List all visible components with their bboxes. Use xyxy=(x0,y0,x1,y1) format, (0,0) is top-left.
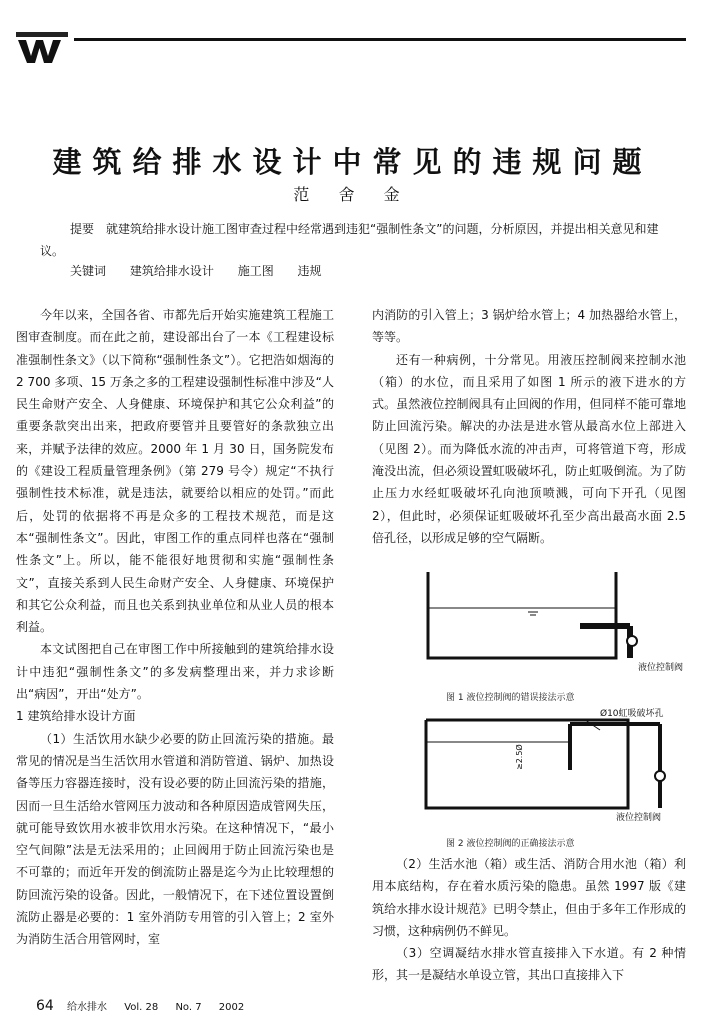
journal-name: 给水排水 xyxy=(67,1002,108,1013)
abstract-label: 提要 xyxy=(70,222,95,236)
journal-logo xyxy=(16,32,68,64)
right-column-bottom xyxy=(372,853,686,987)
keyword: 违规 xyxy=(297,264,322,278)
journal-number: No. 7 xyxy=(175,1002,202,1013)
paragraph: 今年以来，全国各省、市都先后开始实施建筑工程施工图审查制度。而在此之前，建设部出台了一本《工程建设标准强制性条文》（以下简称“强制性条文”）。它把浩如烟海的 2 700 多项、15 万条之多的工程建设强制性标准中涉及“人民生命财产安全、人身健康、环境保护和其它公众利益”的重要条款突出出来，把政府要管并且要管好的条款独立出来，并赋予法律的效应。2000 年 1 月 30 日，国务院发布的《建设工程质量管理条例》（第 279 号令）规定“不执行强制性技术标准，就是违法，就要给以相应的处罚。”而此后，处罚的依据将不再是众多的工程技术规范，而是这本“强制性条文”。因此，审图工作的重点同样也落在“强制性条文”上。所以，能不能很好地贯彻和实施“强制性条文”，直接关系到人民生命财产安全、人身健康、环境保护和其它公众利益，而且也关系到执业单位和从业人员的根本利益。 xyxy=(16,308,334,635)
page-footer xyxy=(36,998,258,1014)
figure-1-caption: 图 1 液位控制阀的错误接法示意 xyxy=(446,693,575,703)
figure-2 xyxy=(420,708,690,826)
right-column-top xyxy=(372,304,686,549)
article-author: 范 舍 金 xyxy=(293,185,412,204)
abstract-text: 就建筑给排水设计施工图审查过程中经常遇到违犯“强制性条文”的问题，分析原因，并提出相关意见和建议。 xyxy=(40,222,659,258)
paragraph: 内消防的引入管上；3 锅炉给水管上；4 加热器给水管上，等等。 xyxy=(372,308,686,345)
journal-volume: Vol. 28 xyxy=(124,1002,159,1013)
paragraph: 还有一种病例，十分常见。用液压控制阀来控制水池（箱）的水位，而且采用了如图 1 所示的液下进水的方式。虽然液位控制阀具有止回阀的作用，但同样不能可靠地防止回流污染。解决的办法是进水管从最高水位上部进入（见图 2）。而为降低水流的冲击声，可将管道下弯，形成淹没出流，但必须设置虹吸破坏孔，防止虹吸倒流。为了防止压力水经虹吸破坏孔向池顶喷溅，可向下开孔（见图 2），但此时，必须保证虹吸破坏孔至少高出最高水面 2.5 倍孔径，以形成足够的空气隔断。 xyxy=(372,352,686,545)
paragraph: （2）生活水池（箱）或生活、消防合用水池（箱）利用本底结构，存在着水质污染的隐患。虽然 1997 版《建筑给水排水设计规范》已明令禁止，但由于多年工作形成的习惯，这种病例仍不鲜见。 xyxy=(372,857,686,938)
keyword: 施工图 xyxy=(237,264,274,278)
page-number: 64 xyxy=(36,998,54,1014)
header-rule xyxy=(74,38,686,41)
article-title: 建筑给排水设计中常见的违规问题 xyxy=(52,145,653,179)
figure-2-hole-label: Ø10虹吸破坏孔 xyxy=(600,709,664,719)
abstract xyxy=(40,218,666,262)
figure-1-valve-label: 液位控制阀 xyxy=(638,663,684,673)
left-column xyxy=(16,304,334,951)
paragraph: （3）空调凝结水排水管直接排入下水道。有 2 种情形，其一是凝结水单设立管，其出口直接排入下 xyxy=(372,946,686,983)
figure-1 xyxy=(420,566,690,678)
keywords-label: 关键词 xyxy=(70,264,107,278)
keywords xyxy=(70,262,342,280)
figure-2-caption: 图 2 液位控制阀的正确接法示意 xyxy=(446,839,575,849)
figure-2-valve-label: 液位控制阀 xyxy=(616,813,662,823)
paragraph: （1）生活饮用水缺少必要的防止回流污染的措施。最常见的情况是当生活饮用水管道和消防管道、锅炉、加热设备等压力容器连接时，没有设必要的防止回流污染的措施，因而一旦生活给水管网压力波动和各种原因造成管网失压，就可能导致饮用水被非饮用水污染。在这种情况下，“最小空气间隙”法是无法采用的；止回阀用于防止回流污染也是不可靠的；而近年开发的倒流防止器是迄今为止比较理想的防回流污染的设备。因此，一般情况下，在下述位置设置倒流防止器是必要的：1 室外消防专用管的引入管上；2 室外为消防生活合用管网时，室 xyxy=(16,731,334,947)
journal-year: 2002 xyxy=(218,1002,245,1013)
figure-2-dim-label: ≥2.5Ø xyxy=(515,744,524,770)
section-heading: 1 建筑给排水设计方面 xyxy=(16,709,136,724)
paragraph: 本文试图把自己在审图工作中所接触到的建筑给排水设计中违犯“强制性条文”的多发病整理出来，并力求诊断出“病因”，开出“处方”。 xyxy=(16,642,334,702)
keyword: 建筑给排水设计 xyxy=(129,264,214,278)
